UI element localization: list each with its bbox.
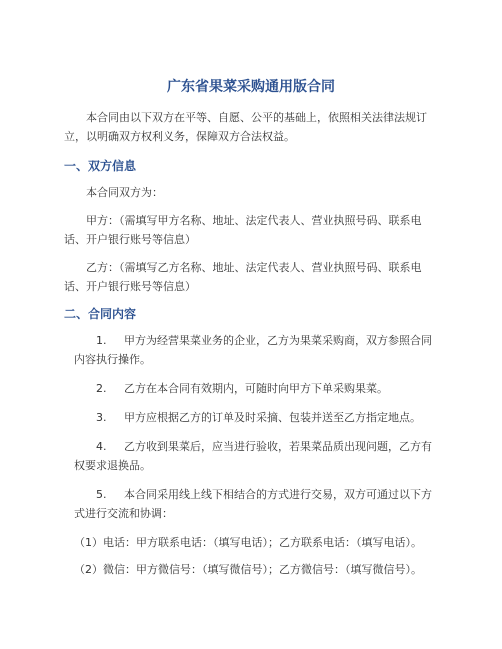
parties-statement: 本合同双方为： [86, 186, 163, 199]
document-title: 广东省果菜采购通用版合同 [167, 79, 335, 95]
party-b-info: 乙方：（需填写乙方名称、地址、法定代表人、营业执照号码、联系电话、开户银行账号等信息） [64, 261, 422, 293]
item-number: 3. [96, 411, 107, 424]
party-a-info: 甲方：（需填写甲方名称、地址、法定代表人、营业执照号码、联系电话、开户银行账号等信息） [64, 214, 422, 246]
contract-item [64, 408, 438, 427]
contact-wechat: （2）微信：甲方微信号：（填写微信号）；乙方微信号：（填写微信号）。 [74, 563, 422, 576]
item-number: 5. [96, 488, 107, 501]
item-text: 甲方应根据乙方的订单及时采摘、包装并送至乙方指定地点。 [124, 411, 421, 424]
item-number: 4. [96, 440, 107, 453]
contract-item [64, 485, 438, 523]
section-heading-parties: 一、双方信息 [64, 159, 137, 173]
contract-item [64, 379, 438, 398]
contact-phone: （1）电话：甲方联系电话：（填写电话）；乙方联系电话：（填写电话）。 [74, 536, 422, 549]
intro-paragraph: 本合同由以下双方在平等、自愿、公平的基础上，依照相关法律法规订立，以明确双方权利义务，保障双方合法权益。 [64, 111, 427, 143]
item-text: 乙方收到果菜后，应当进行验收，若果菜品质出现问题，乙方有权要求退换品。 [74, 440, 432, 472]
item-text: 乙方在本合同有效期内，可随时向甲方下单采购果菜。 [124, 382, 388, 395]
item-text: 本合同采用线上线下相结合的方式进行交易，双方可通过以下方式进行交流和协调： [74, 488, 432, 520]
contract-item [64, 331, 438, 369]
item-text: 甲方为经营果菜业务的企业，乙方为果菜采购商，双方参照合同内容执行操作。 [74, 334, 432, 366]
item-number: 1. [96, 334, 107, 347]
item-number: 2. [96, 382, 107, 395]
section-heading-content: 二、合同内容 [64, 307, 137, 321]
contract-item [64, 437, 438, 475]
